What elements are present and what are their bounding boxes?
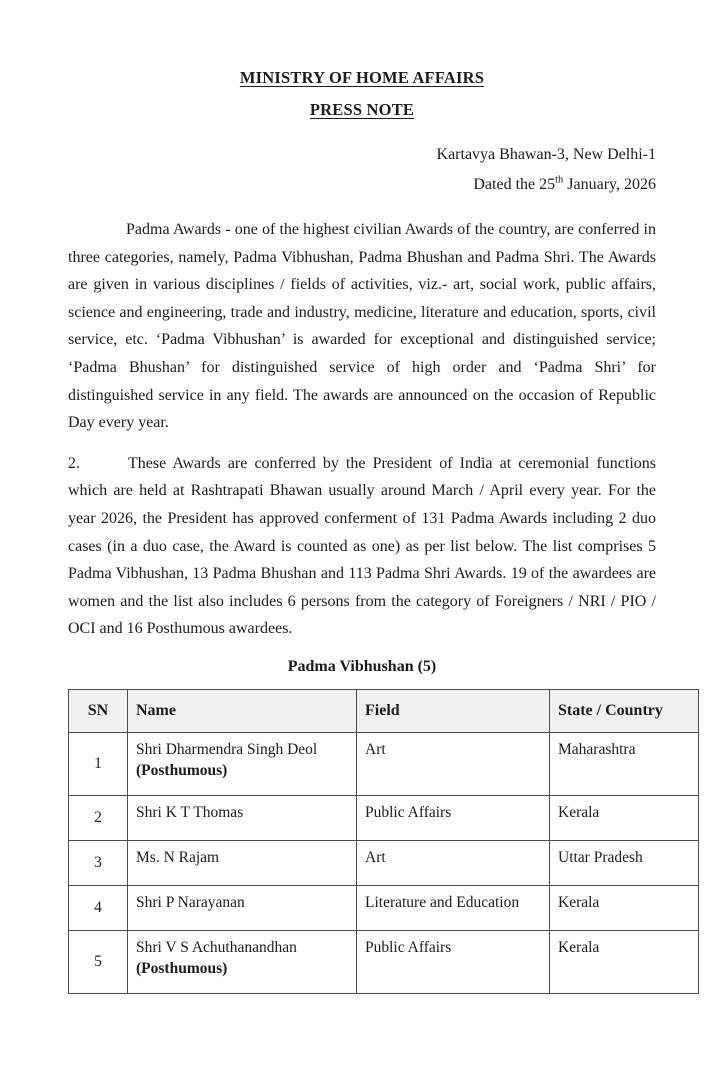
document-title: MINISTRY OF HOME AFFAIRS xyxy=(239,68,485,87)
date-ordinal-superscript: th xyxy=(555,174,564,186)
awardee-name: Shri Dharmendra Singh Deol xyxy=(136,740,318,758)
cell-sn: 5 xyxy=(69,930,128,993)
document-heading xyxy=(68,62,656,126)
date-prefix: Dated the 25 xyxy=(473,176,556,193)
awards-table-header xyxy=(69,689,699,732)
cell-name xyxy=(128,885,357,930)
address-block xyxy=(68,140,656,200)
awardee-name: Shri K T Thomas xyxy=(136,803,244,821)
cell-state: Uttar Pradesh xyxy=(550,840,699,885)
cell-sn: 4 xyxy=(69,885,128,930)
document-subtitle: PRESS NOTE xyxy=(309,100,415,119)
table-row xyxy=(69,840,699,885)
cell-name xyxy=(128,795,357,840)
date-line xyxy=(68,170,656,200)
cell-state: Kerala xyxy=(550,885,699,930)
paragraph-2-text: These Awards are conferred by the President of India at ceremonial functions which are held at Rashtrapati Bhawan usually around March / April every year. For the year 2026, the President has approved conferment of 131 Padma Awards including 2 duo cases (in a duo case, the Award is counted as one) as per list below. The list comprises 5 Padma Vibhushan, 13 Padma Bhushan and 113 Padma Shri Awards. 19 of the awardees are women and the list also includes 6 persons from the category of Foreigners / NRI / PIO / OCI and 16 Posthumous awardees. xyxy=(68,454,656,638)
header-sn: SN xyxy=(69,689,128,732)
cell-field: Art xyxy=(357,840,550,885)
awards-table xyxy=(68,689,699,994)
table-row xyxy=(69,795,699,840)
cell-field: Art xyxy=(357,732,550,795)
cell-state: Kerala xyxy=(550,795,699,840)
cell-name xyxy=(128,840,357,885)
header-row xyxy=(69,689,699,732)
posthumous-label: (Posthumous) xyxy=(136,761,228,779)
cell-name xyxy=(128,732,357,795)
awardee-name: Ms. N Rajam xyxy=(136,848,220,866)
cell-sn: 2 xyxy=(69,795,128,840)
awardee-name: Shri V S Achuthanandhan xyxy=(136,938,297,956)
cell-field: Literature and Education xyxy=(357,885,550,930)
address-line: Kartavya Bhawan-3, New Delhi-1 xyxy=(436,146,656,163)
table-title: Padma Vibhushan (5) xyxy=(287,657,437,675)
header-field: Field xyxy=(357,689,550,732)
cell-sn: 3 xyxy=(69,840,128,885)
table-row xyxy=(69,732,699,795)
posthumous-label: (Posthumous) xyxy=(136,959,228,977)
paragraph-intro: Padma Awards - one of the highest civilian Awards of the country, are conferred in three categories, namely, Padma Vibhushan, Padma Bhushan and Padma Shri. The Awards are given in various disciplines / fields of activities, viz.- art, social work, public affairs, science and engineering, trade and industry, medicine, literature and education, sports, civil service, etc. ‘Padma Vibhushan’ is awarded for exceptional and distinguished service; ‘Padma Bhushan’ for distinguished service of high order and ‘Padma Shri’ for distinguished service in any field. The awards are announced on the occasion of Republic Day every year. xyxy=(68,221,656,432)
cell-name xyxy=(128,930,357,993)
paragraph-2 xyxy=(68,450,656,643)
awardee-name: Shri P Narayanan xyxy=(136,893,245,911)
date-suffix: January, 2026 xyxy=(563,176,656,193)
paragraph-2-number: 2. xyxy=(68,454,80,472)
cell-field: Public Affairs xyxy=(357,930,550,993)
header-state-country: State / Country xyxy=(550,689,699,732)
cell-field: Public Affairs xyxy=(357,795,550,840)
cell-sn: 1 xyxy=(69,732,128,795)
cell-state: Maharashtra xyxy=(550,732,699,795)
cell-state: Kerala xyxy=(550,930,699,993)
awards-table-body xyxy=(69,732,699,993)
document-page xyxy=(0,62,724,1086)
table-row xyxy=(69,885,699,930)
table-row xyxy=(69,930,699,993)
header-name: Name xyxy=(128,689,357,732)
